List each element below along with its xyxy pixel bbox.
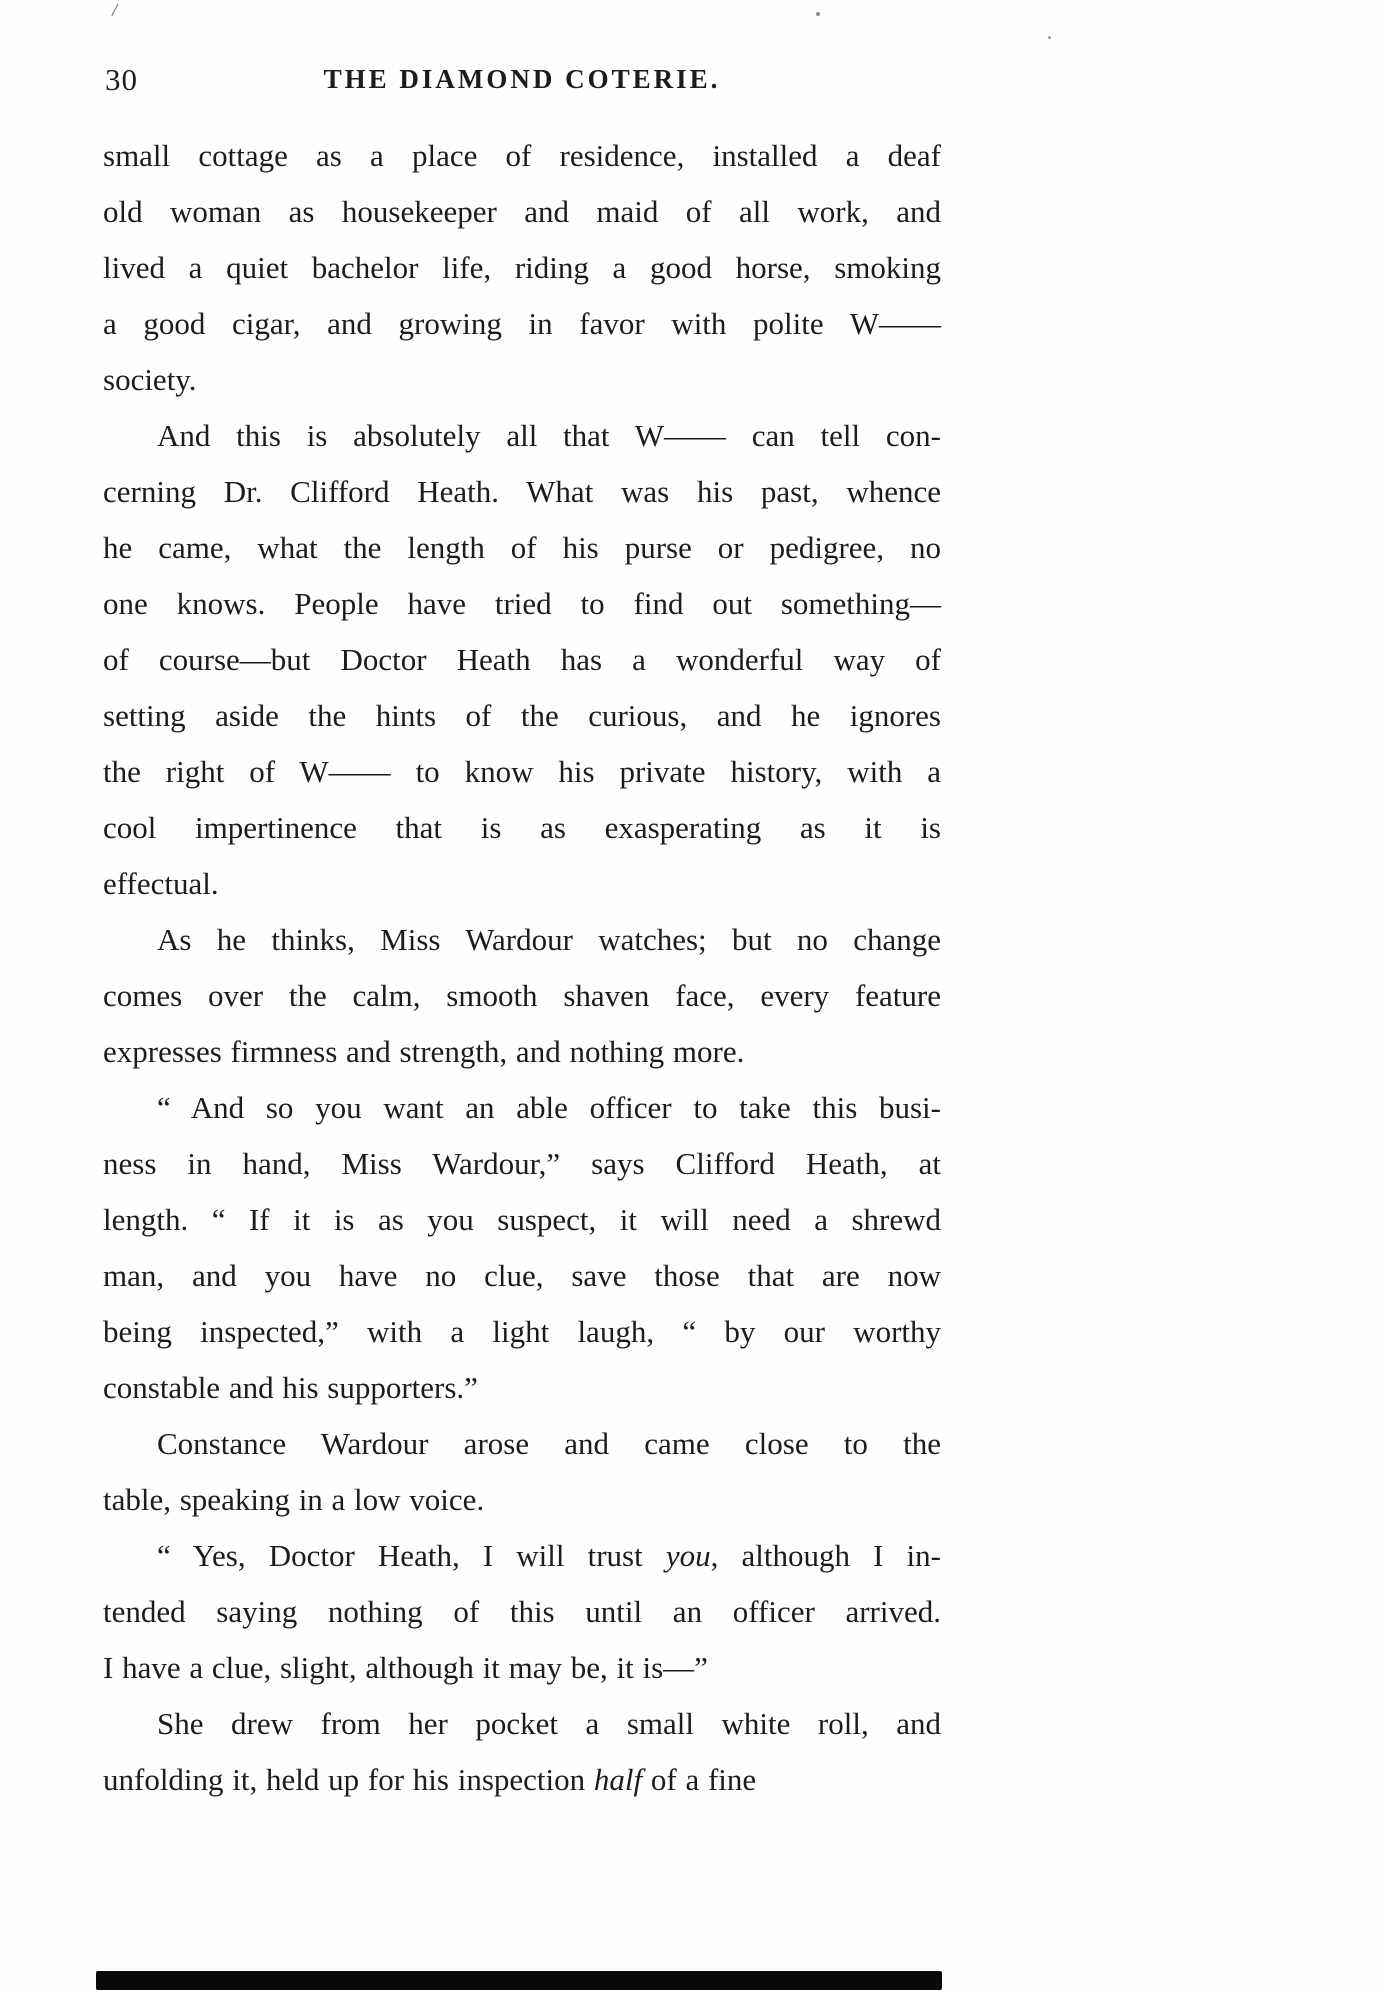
text-block [103,128,941,1808]
text-line: setting aside the hints of the curious, and he ignores [103,698,941,733]
text-line: She drew from her pocket a small white roll, and [157,1706,941,1741]
text-line: Constance Wardour arose and came close to the [157,1426,941,1461]
running-header-title: THE DIAMOND COTERIE. [323,64,721,94]
text-line: a good cigar, and growing in favor with polite W—— [103,306,941,341]
text-line: “ And so you want an able officer to take this busi- [157,1090,941,1125]
text-line: effectual. [103,866,219,901]
text-line: of course—but Doctor Heath has a wonderful way of [103,642,941,677]
text-line: constable and his supporters.” [103,1370,478,1405]
text-line: cool impertinence that is as exasperating as it is [103,810,941,845]
text-line: the right of W—— to know his private history, with a [103,754,941,789]
text-line: cerning Dr. Clifford Heath. What was his past, whence [103,474,941,509]
text-line: man, and you have no clue, save those that are now [103,1258,941,1293]
text-line: ness in hand, Miss Wardour,” says Clifford Heath, at [103,1146,941,1181]
text-line: length. “ If it is as you suspect, it will need a shrewd [103,1202,941,1237]
text-line: “ Yes, Doctor Heath, I will trust you, although I in- [157,1538,941,1573]
text-column [103,58,941,1808]
scan-artifact-dot [1048,36,1051,39]
scan-artifact-dot [816,12,820,16]
page-number: 30 [105,62,138,97]
text-line: one knows. People have tried to find out something— [103,586,941,621]
text-line: unfolding it, held up for his inspection half of a fine [103,1762,757,1797]
text-line: small cottage as a place of residence, installed a deaf [103,138,941,173]
text-line: As he thinks, Miss Wardour watches; but no change [157,922,941,957]
scan-edge-artifact [96,1971,942,1990]
text-line: lived a quiet bachelor life, riding a good horse, smoking [103,250,941,285]
text-line: old woman as housekeeper and maid of all work, and [103,194,941,229]
text-line: society. [103,362,197,397]
scan-artifact-mark: / [110,0,119,22]
text-line: he came, what the length of his purse or pedigree, no [103,530,941,565]
text-line: And this is absolutely all that W—— can tell con- [157,418,941,453]
page-header [103,58,941,102]
text-line: comes over the calm, smooth shaven face, every feature [103,978,941,1013]
text-line: table, speaking in a low voice. [103,1482,485,1517]
text-line: expresses firmness and strength, and nothing more. [103,1034,745,1069]
text-line: being inspected,” with a light laugh, “ by our worthy [103,1314,941,1349]
text-line: tended saying nothing of this until an officer arrived. [103,1594,941,1629]
text-line: I have a clue, slight, although it may be, it is—” [103,1650,708,1685]
